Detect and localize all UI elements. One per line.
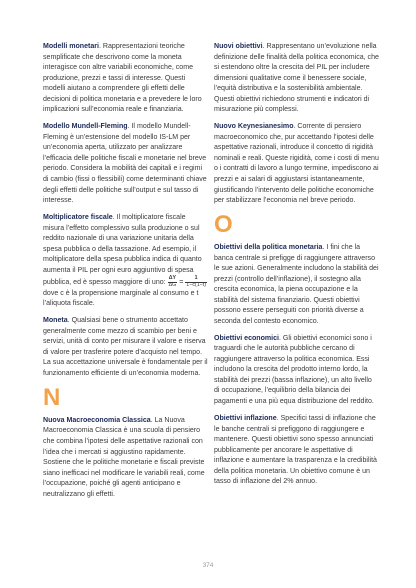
entry-text: . I fini che la banca centrale si prefigge di raggiungere attraverso le sue azioni. Generalmente includono la stabilità dei prezzi (controllo dell’inflazione), il sostegno alla crescita economica, la piena occupazione e la stabilità del sistema finanziario. Questi obiettivi possono essere perseguiti con priorità diverse a seconda del contesto economico. [214, 243, 379, 325]
entry-moneta [43, 316, 208, 379]
entry-text: . Rappresentazioni teoriche semplificate che descrivono come la moneta interagisce con altre variabili economiche, come produzione, prezzi e tassi di interesse. Questi modelli aiutano a comprendere gli effetti delle decisioni di politica monetaria e a prevedere le loro implicazioni sull’economia reale e finanziaria. [43, 43, 202, 114]
entry-text: . Il moltiplicatore fiscale misura l’effetto complessivo sulla produzione o sul reddito nazionale di una variazione unitaria della spesa pubblica o della tassazione. Ad esempio, il moltiplicatore della spesa pubblica indica di quanto aumenta il PIL per ogni euro aggiuntivo di spesa pubblica, ed è spesso maggiore di uno: [43, 213, 202, 287]
entry-obiettivi-politica-monetaria [214, 243, 379, 327]
term-heading: Obiettivi economici [214, 334, 280, 342]
term-heading: Obiettivi inflazione [214, 414, 277, 422]
left-column [43, 42, 208, 507]
entry-text: . Gli obiettivi economici sono i traguardi che le autorità pubbliche cercano di raggiungere attraverso la politica economica. Essi includono la crescita del prodotto interno lordo, la stabilità dei prezzi (bassa inflazione), un alto livello di occupazione, l’equilibrio della bilancia dei pagamenti e una più equa distribuzione del reddito. [214, 334, 374, 406]
entry-text: . Qualsiasi bene o strumento accettato generalmente come mezzo di scambio per beni e servizi, unità di conto per misurare il valore e riserva di valore per trasferire potere d’acquisto nel tempo. La sua accettazione universale è fondamentale per il funzionamento efficiente di un’economia moderna. [43, 317, 208, 377]
formula-numerator: 1 [185, 276, 207, 283]
term-heading: Nuova Macroeconomia Classica [43, 416, 151, 424]
section-letter-o: O [214, 210, 233, 238]
page-number: 374 [202, 562, 214, 569]
term-heading: Moltiplicatore fiscale [43, 213, 113, 221]
entry-mundell-fleming [43, 122, 208, 206]
formula-numerator: ΔY [168, 275, 177, 282]
entry-nuova-macroeconomia-classica [43, 416, 208, 500]
formula-denominator: ΔG [168, 281, 177, 288]
entry-nuovi-obiettivi [214, 42, 379, 116]
term-heading: Modelli monetari [43, 43, 99, 50]
entry-text: . Specifici tassi di inflazione che le banche centrali si prefiggono di raggiungere e mantenere. Questi obiettivi sono spesso annunciati pubblicamente per ancorare le aspettative di inflazione e aumentare la trasparenza e la credibilità della politica monetaria. Un obiettivo comune è un tasso di inflazione del 2% annuo. [214, 414, 377, 486]
entry-text: . Corrente di pensiero macroeconomico che, pur accettando l’ipotesi delle aspettative razionali, introduce il concetto di rigidità nominali e reali. Queste rigidità, come i costi di menu o i contratti di lavoro a lungo termine, impediscono ai prezzi e ai salari di aggiustarsi istantaneamente, giustificando l’intervento delle politiche economiche per stabilizzare l’economia nel breve periodo. [214, 123, 379, 205]
term-heading: Nuovo Keynesianesimo [214, 123, 294, 131]
term-heading: Obiettivi della politica monetaria [214, 243, 323, 251]
entry-text: . Rappresentano un’evoluzione nella definizione delle finalità della politica economica, che si estendono oltre la crescita del PIL per includere dimensioni qualitative come il benessere sociale, l’equità distributiva e la sostenibilità ambientale. Questi obiettivi richiedono strumenti e indicatori di misurazione più complessi. [214, 43, 379, 114]
entry-text: dove c è la propensione marginale al consumo e t l’aliquota fiscale. [43, 289, 199, 308]
entry-moltiplicatore-fiscale [43, 213, 208, 310]
formula-fraction-rhs [185, 276, 207, 288]
section-letter-n: N [43, 383, 61, 411]
entry-text: . La Nuova Macroeconomia Classica è una scuola di pensiero che combina l’ipotesi delle aspettative razionali con l’idea che i mercati si aggiustino rapidamente. Sostiene che le politiche monetarie e fiscali previste siano inefficaci nel modificare le variabili reali, come l’occupazione, poiché gli agenti anticipano e neutralizzano gli effetti. [43, 416, 205, 498]
term-heading: Modello Mundell-Fleming [43, 123, 128, 131]
formula-fraction-lhs [168, 276, 178, 288]
formula-denominator: 1−c(1−t) [186, 281, 207, 288]
entry-obiettivi-economici [214, 334, 379, 408]
term-heading: Nuovi obiettivi [214, 43, 263, 50]
entry-obiettivi-inflazione [214, 414, 379, 488]
entry-modelli-monetari [43, 42, 208, 116]
formula-equals: = [177, 279, 186, 287]
right-column [214, 42, 379, 494]
entry-text: . Il modello Mundell-Fleming è un’estensione del modello IS-LM per un’economia aperta, utilizzato per analizzare l’efficacia delle politiche fiscali e monetarie nel breve periodo. Considera la mobilità dei capitali e i regimi di cambio (fissi o flessibili) come determinanti chiave degli effetti delle politiche sull’output e sul tasso di interesse. [43, 123, 207, 205]
term-heading: Moneta [43, 317, 68, 325]
entry-nuovo-keynesianesimo [214, 122, 379, 206]
